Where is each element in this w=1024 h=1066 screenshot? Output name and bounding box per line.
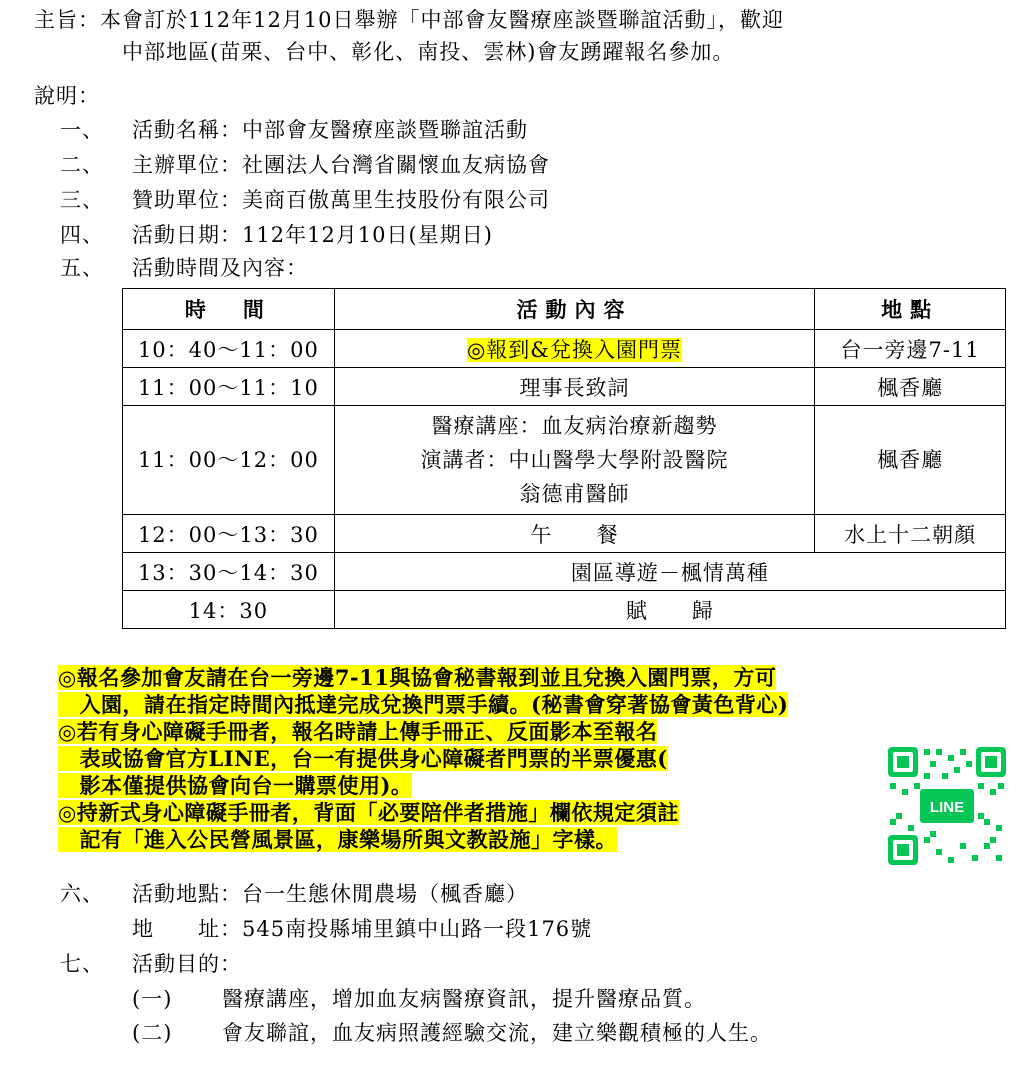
content-line: 翁德甫醫師 [519, 482, 630, 506]
table-row [123, 591, 1006, 629]
header-place: 地點 [815, 289, 1006, 330]
item-number: 二、 [60, 153, 104, 177]
cell-content [334, 406, 814, 515]
cell-time: 10：40～11：00 [123, 330, 335, 368]
table-row [123, 515, 1006, 553]
item-text: 活動時間及內容： [132, 256, 308, 280]
subject-line-1 [34, 6, 784, 34]
item-2 [60, 151, 550, 179]
subject-text: 本會訂於112年12月10日舉辦「中部會友醫療座談暨聯誼活動」，歡迎 [100, 8, 785, 32]
header-time: 時 間 [123, 289, 335, 330]
line-qr-code-icon[interactable] [886, 745, 1008, 867]
item-5 [60, 254, 308, 282]
content-line: 演講者：中山醫學大學附設醫院 [420, 448, 729, 472]
item-4 [60, 221, 493, 249]
item-text: 主辦單位：社團法人台灣省關懷血友病協會 [132, 153, 550, 177]
cell-time: 13：30～14：30 [123, 553, 335, 591]
purpose-number: (一) [132, 987, 173, 1011]
item-3 [60, 186, 550, 214]
cell-time: 14：30 [123, 591, 335, 629]
table-row [123, 368, 1006, 406]
note-line: 記有「進入公民營風景區，康樂場所與文教設施」字樣。 [58, 827, 617, 852]
note-line: ◎持新式身心障礙手冊者，背面「必要陪伴者措施」欄依規定須註 [58, 800, 679, 825]
cell-place: 台一旁邊7-11 [815, 330, 1006, 368]
item-number: 三、 [60, 188, 104, 212]
cell-content [334, 330, 814, 368]
note-line: 入園，請在指定時間內抵達完成兌換門票手續。(秘書會穿著協會黃色背心) [58, 692, 789, 717]
item-number: 五、 [60, 256, 104, 280]
table-row [123, 553, 1006, 591]
cell-place: 楓香廳 [815, 368, 1006, 406]
cell-place: 水上十二朝顏 [815, 515, 1006, 553]
item-text: 贊助單位：美商百傲萬里生技股份有限公司 [132, 188, 550, 212]
qr-line-label: LINE [929, 799, 965, 816]
table-row [123, 330, 1006, 368]
item-text: 活動地點：台一生態休閒農場（楓香廳） [132, 882, 528, 906]
item-1 [60, 116, 528, 144]
highlighted-content: ◎報到&兌換入園門票 [466, 337, 682, 362]
cell-time: 12：00～13：30 [123, 515, 335, 553]
content-line: 醫療講座：血友病治療新趨勢 [431, 414, 718, 438]
schedule-table [122, 288, 1006, 629]
subject-line-2: 中部地區(苗栗、台中、彰化、南投、雲林)會友踴躍報名參加。 [122, 40, 735, 64]
item-number: 七、 [60, 952, 104, 976]
cell-content: 園區導遊－楓情萬種 [334, 553, 1005, 591]
subject-label: 主旨： [34, 8, 100, 32]
address-line [60, 915, 592, 943]
cell-place: 楓香廳 [815, 406, 1006, 515]
cell-time: 11：00～11：10 [123, 368, 335, 406]
purpose-number: (二) [132, 1021, 173, 1045]
note-line: ◎若有身心障礙手冊者，報名時請上傳手冊正、反面影本至報名 [58, 719, 658, 744]
item-text: 活動名稱：中部會友醫療座談暨聯誼活動 [132, 118, 528, 142]
note-line: ◎報名參加會友請在台一旁邊7-11與協會秘書報到並且兌換入園門票，方可 [58, 665, 777, 690]
item-number: 一、 [60, 118, 104, 142]
notes-block [58, 664, 788, 853]
note-line: 影本僅提供協會向台一購票使用)。 [58, 773, 413, 798]
explanation-label: 說明： [34, 84, 100, 108]
item-text: 活動日期：112年12月10日(星期日) [132, 223, 493, 247]
item-6 [60, 880, 528, 908]
purpose-2 [132, 1019, 772, 1047]
table-header-row [123, 289, 1006, 330]
cell-content: 理事長致詞 [334, 368, 814, 406]
table-row [123, 406, 1006, 515]
note-line: 表或協會官方LINE，台一有提供身心障礙者門票的半票優惠( [58, 746, 668, 771]
cell-content: 賦 歸 [334, 591, 1005, 629]
item-text: 活動目的： [132, 952, 242, 976]
purpose-1 [132, 985, 706, 1013]
item-number: 四、 [60, 223, 104, 247]
item-number: 六、 [60, 882, 104, 906]
item-7 [60, 950, 242, 978]
cell-content: 午 餐 [334, 515, 814, 553]
purpose-text: 會友聯誼，血友病照護經驗交流，建立樂觀積極的人生。 [222, 1021, 772, 1045]
item-text: 地 址：545南投縣埔里鎮中山路一段176號 [132, 917, 593, 941]
purpose-text: 醫療講座，增加血友病醫療資訊，提升醫療品質。 [222, 987, 706, 1011]
cell-time: 11：00～12：00 [123, 406, 335, 515]
header-content: 活動內容 [334, 289, 814, 330]
